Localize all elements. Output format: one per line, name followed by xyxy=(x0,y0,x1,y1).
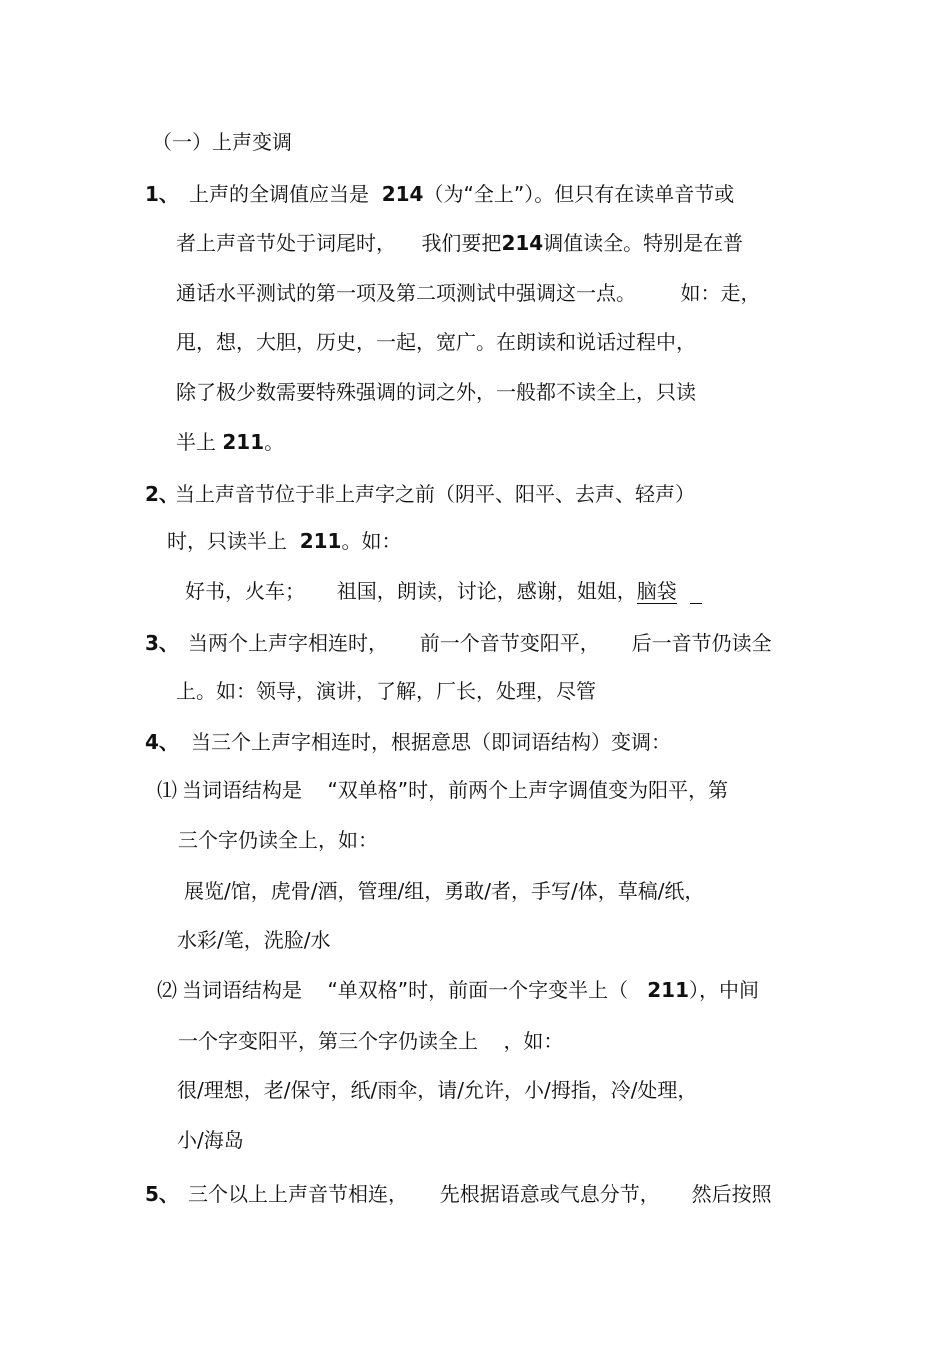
rule-2-line-2: 时，只读半上 211。如： xyxy=(167,529,402,553)
rule-3-line-1: 当两个上声字相连时， 前一个音节变阳平， 后一音节仍读全 xyxy=(188,631,772,655)
rule-4-sub-2-mark: ⑵ xyxy=(157,978,177,1002)
rule-5-line-1: 三个以上上声音节相连， 先根据语意或气息分节， 然后按照 xyxy=(188,1182,772,1206)
rule-1-line-1: 上声的全调值应当是 214（为“全上”）。但只有在读单音节或 xyxy=(189,182,735,206)
rule-2-line-3: 好书，火车； 祖国，朗读，讨论，感谢，姐姐，脑袋 xyxy=(185,577,702,605)
rule-4-sub-2-line-2: 一个字变阳平，第三个字仍读全上 ，如： xyxy=(178,1029,564,1053)
section-title: （一）上声变调 xyxy=(152,130,292,154)
rule-4-number: 4、 xyxy=(145,730,179,754)
rule-3-line-2: 上。如：领导，演讲，了解，厂长，处理，尽管 xyxy=(176,679,596,703)
rule-1-line-5: 除了极少数需要特殊强调的词之外，一般都不读全上，只读 xyxy=(176,380,696,404)
rule-4-sub-1-mark: ⑴ xyxy=(157,778,177,802)
rule-1-line-4: 甩，想，大胆，历史，一起，宽广。在朗读和说话过程中， xyxy=(176,330,696,354)
rule-3-number: 3、 xyxy=(145,631,179,655)
rule-2-line-1: 当上声音节位于非上声字之前（阴平、阳平、去声、轻声） xyxy=(175,482,695,506)
rule-2-number: 2、 xyxy=(145,482,179,506)
rule-1-line-6: 半上 211。 xyxy=(176,430,285,454)
rule-5-number: 5、 xyxy=(145,1182,179,1206)
rule-4-line-1: 当三个上声字相连时，根据意思（即词语结构）变调： xyxy=(191,730,671,754)
rule-1-line-3: 通话水平测试的第一项及第二项测试中强调这一点。 如：走， xyxy=(176,281,761,305)
rule-4-sub-1-line-3: 展览/馆，虎骨/酒，管理/组，勇敢/者，手写/体，草稿/纸， xyxy=(184,879,705,903)
rule-4-sub-2-line-1: 当词语结构是 “单双格”时，前面一个字变半上（ 211），中间 xyxy=(182,978,759,1002)
rule-1-number: 1、 xyxy=(145,182,179,206)
rule-4-sub-1-line-1: 当词语结构是 “双单格”时，前两个上声字调值变为阳平，第 xyxy=(182,778,729,802)
rule-4-sub-1-line-2: 三个字仍读全上，如： xyxy=(178,828,378,852)
rule-4-sub-1-line-4: 水彩/笔，洗脸/水 xyxy=(177,928,331,952)
rule-1-line-2: 者上声音节处于词尾时， 我们要把214调值读全。特别是在普 xyxy=(176,231,744,255)
rule-4-sub-2-line-4: 小/海岛 xyxy=(177,1128,244,1152)
rule-4-sub-2-line-3: 很/理想，老/保守，纸/雨伞，请/允许，小/拇指，冷/处理， xyxy=(177,1078,698,1102)
